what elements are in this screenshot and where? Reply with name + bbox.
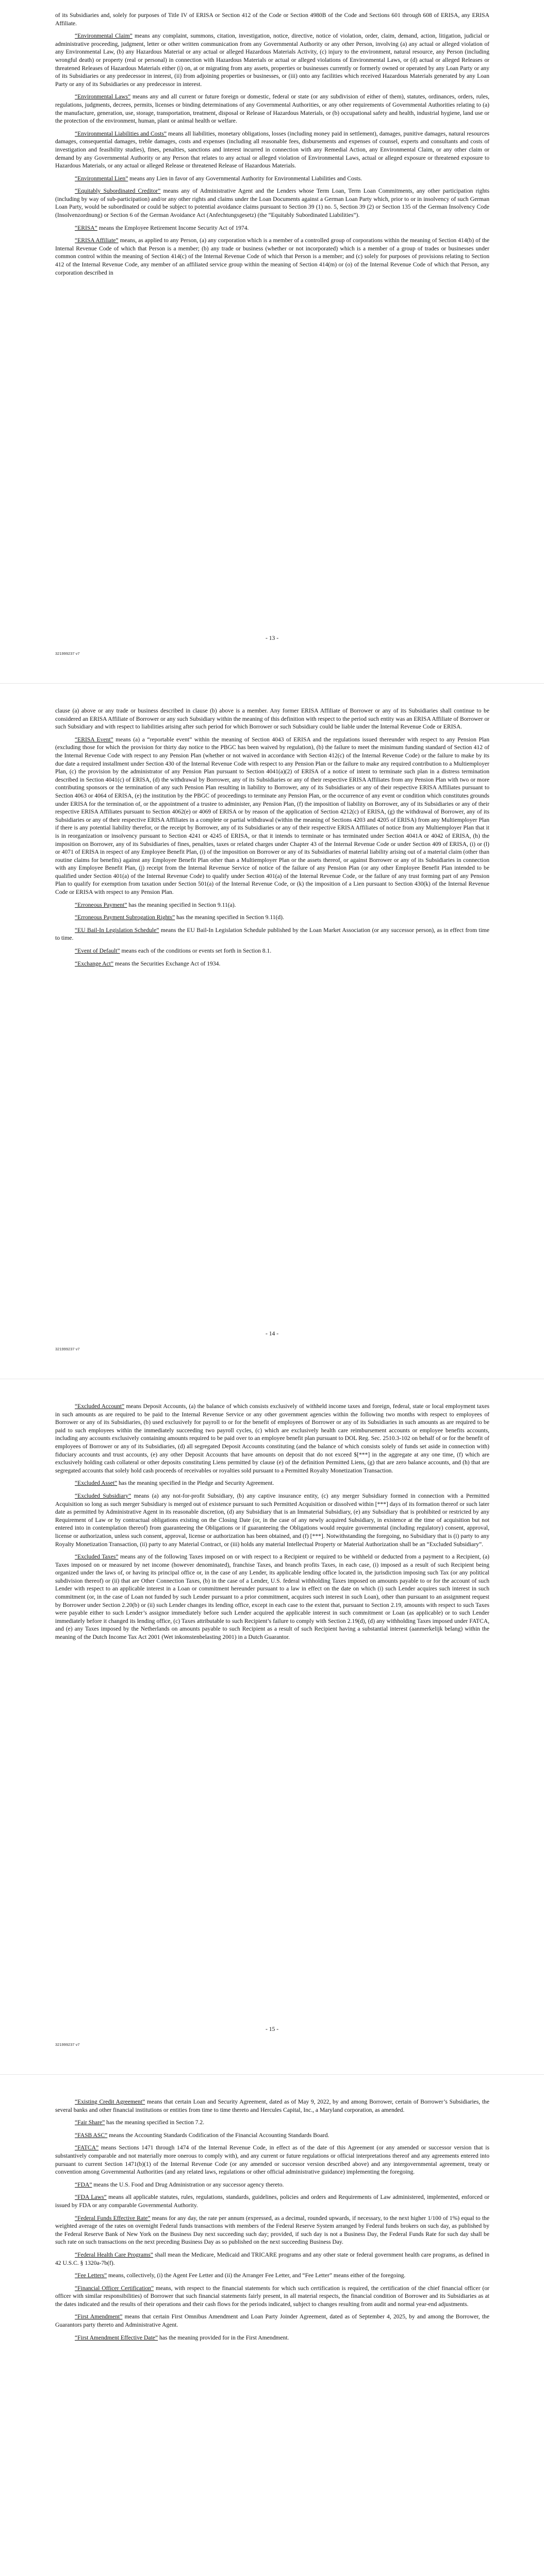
paragraph: clause (a) above or any trade or business described in clause (b) above is a member. Any former ERISA Affiliate of Borrower or any of its Subsidiaries shall continue to be considered an ERISA Affiliate of Borrower or any such Subsidiary within the meaning of this definition with respect to the period such entity was an ERISA Affiliate of Borrower or such Subsidiary and with respect to liabilities arising after such period for which Borrower or such Subsidiary could be liable under the Internal Revenue Code or ERISA. [55, 707, 489, 731]
defined-term: “Equitably Subordinated Creditor” [75, 188, 161, 195]
page-14-body [55, 707, 489, 972]
page-number: - 15 - [265, 2026, 279, 2032]
paragraph: “FATCA” means Sections 1471 through 1474 of the Internal Revenue Code, in effect as of the date of this Agreement (or any amended or successor version that is substantively comparable and not materially more onerous to comply with), and any current or future regulations or official interpretations thereof and any agreements entered into pursuant to current Section 1471(b)(1) of the Internal Revenue Code (or any amended or successor version described above) and any intergovernmental agreement, treaty or convention among Governmental Authorities (and any related laws, regulations or other official administrative guidance) implementing the foregoing. [55, 2144, 489, 2176]
paragraph: “Environmental Laws” means any and all current or future foreign or domestic, federal or state (or any subdivision of either of them), statutes, ordinances, orders, rules, regulations, judgments, decrees, permits, licenses or binding determinations of any Governmental Authorities, or any other requirements of Governmental Authorities relating to (a) the manufacture, generation, use, storage, transportation, treatment, disposal or Release of Hazardous Materials, or (b) occupational safety and health, industrial hygiene, land use or the protection of the environment, human, plant or animal health or welfare. [55, 93, 489, 125]
paragraph: “First Amendment” means that certain First Omnibus Amendment and Loan Party Joinder Agreement, dated as of September 4, 2025, by and among the Borrower, the Guarantors party thereto and Administrative Agent. [55, 2313, 490, 2329]
defined-term: “Excluded Taxes” [75, 1553, 119, 1561]
defined-term: “Federal Health Care Programs” [75, 2251, 153, 2258]
paragraph: “Fair Share” has the meaning specified in Section 7.2. [75, 2119, 205, 2126]
defined-term: “EU Bail-In Legislation Schedule” [75, 926, 159, 934]
paragraph: “ERISA Event” means (a) a “reportable event” within the meaning of Section 4043 of ERISA and the regulations issued thereunder with respect to any Pension Plan (excluding those for which the provision for thirty day notice to the PBGC has been waived by regulation), (b) the failure to meet the minimum funding standard of Section 412 of the Internal Revenue Code with respect to any Pension Plan (whether or not waived in accordance with Section 412(c) of the Internal Revenue Code) or the failure to make by its due date a required installment under Section 430 of the Internal Revenue Code with respect to any Pension Plan or the failure to make any required contribution to a Multiemployer Plan, (c) the provision by the administrator of any Pension Plan pursuant to Section 4041(a)(2) of ERISA of a notice of intent to terminate such plan in a distress termination described in Section 4041(c) of ERISA, (d) the withdrawal by Borrower, any of its Subsidiaries or any of their respective ERISA Affiliates from any Pension Plan with two or more contributing sponsors or the termination of any such Pension Plan resulting in liability to Borrower, any of its Subsidiaries or any of their respective ERISA Affiliates pursuant to Section 4063 or 4064 of ERISA, (e) the institution by the PBGC of proceedings to terminate any Pension Plan, or the occurrence of any event or condition which constitutes grounds under ERISA for the termination of, or the appointment of a trustee to administer, any Pension Plan, (f) the imposition of liability on Borrower, any of its Subsidiaries or any of their respective ERISA Affiliates pursuant to Section 4062(e) or 4069 of ERISA or by reason of the application of Section 4212(c) of ERISA, (g) the withdrawal of Borrower, any of its Subsidiaries or any of their respective ERISA Affiliates in a complete or partial withdrawal (within the meaning of Sections 4203 and 4205 of ERISA) from any Multiemployer Plan if there is any potential liability therefor, or the receipt by Borrower, any of its Subsidiaries or any of their respective ERISA Affiliates of notice from any Multiemployer Plan that it is in reorganization or insolvency pursuant to Section 4241 or 4245 of ERISA, or that it intends to terminate or has terminated under Section 4041A or 4042 of ERISA, (h) the imposition on Borrower, any of its Subsidiaries of fines, penalties, taxes or related charges under Chapter 43 of the Internal Revenue Code or under Section 409 of ERISA, (i) or (l) or 4071 of ERISA in respect of any Employee Benefit Plan, (i) of the imposition on Borrower or any of its Subsidiaries of material liability arising out of a material claim (other than routine claims for benefits) against any Employee Benefit Plan other than a Multiemployer Plan or the assets thereof, or against Borrower or any of its Subsidiaries in connection with any Employee Benefit Plan, (j) receipt from the Internal Revenue Service of notice of the failure of any Pension Plan (or any other Employee Benefit Plan intended to be qualified under Section 401(a) of the Internal Revenue Code) to qualify under Section 401(a) of the Internal Revenue Code, or the failure of any trust forming part of any Pension Plan to qualify for exemption from taxation under Section 501(a) of the Internal Revenue Code, or (k) the imposition of a Lien pursuant to Section 430(k) of the Internal Revenue Code or ERISA with respect to any Pension Plan. [55, 736, 490, 896]
paragraph: “Excluded Subsidiary” means (a) any not-for-profit Subsidiary, (b) any captive insurance entity, (c) any merger Subsidiary formed in connection with a Permitted Acquisition so long as such merger Subsidiary is merged out of existence pursuant to such Permitted Acquisition or dissolved within [***] days of its formation thereof or such later date as permitted by Administrative Agent in its reasonable discretion, (d) any Subsidiary that is an Immaterial Subsidiary, (e) any Subsidiary that is prohibited or restricted by any Requirement of Law or by contractual obligations existing on the Closing Date (or, in the case of any newly acquired Subsidiary, in existence at the time of acquisition but not entered into in contemplation thereof) from guaranteeing the Obligations or if guaranteeing the Obligations would require governmental (including regulatory) consent, approval, license or authorization, unless such consent, approval, license or authorization has been obtained, and (f) [***]. Notwithstanding the foregoing, no Subsidiary that is (i) party to any Royalty Monetization Transaction, (ii) party to any Material Contract, or (iii) holds any material Intellectual Property or Material Authorization shall be an “Excluded Subsidiary”. [55, 1492, 489, 1548]
paragraph: of its Subsidiaries and, solely for purposes of Title IV of ERISA or Section 412 of the Code or Section 4980B of the Code and Sections 601 through 608 of ERISA, any ERISA Affiliate. [55, 12, 489, 27]
paragraph: “Exchange Act” means the Securities Exchange Act of 1934. [75, 960, 221, 967]
paragraph: “Excluded Asset” has the meaning specified in the Pledge and Security Agreement. [75, 1480, 274, 1487]
defined-term: “Financial Officer Certification” [75, 2284, 154, 2292]
paragraph: “FDA Laws” means all applicable statutes, rules, regulations, standards, guidelines, policies and orders and Requirements of Law administered, implemented, enforced or issued by FDA or any comparable Governmental Authority. [55, 2194, 489, 2209]
defined-term: “Existing Credit Agreement” [75, 2098, 145, 2105]
defined-term: “FASB ASC” [75, 2131, 108, 2139]
paragraph: “Erroneous Payment” has the meaning specified in Section 9.11(a). [75, 901, 236, 908]
paragraph: “Environmental Liabilities and Costs” means all liabilities, monetary obligations, losses (including money paid in settlement), damages, punitive damages, natural resources damages, consequential damages, treble damages, costs and expenses (including all reasonable fees, disbursements and expenses of counsel, experts and consultants and costs of investigation and feasibility studies), fines, penalties, sanctions and interest incurred in connection with any Remedial Action, any Environmental Claim, or any other claim or demand by any Governmental Authority or any Person that relates to any actual or alleged violation of Environmental Laws, actual or alleged exposure or threatened exposure to Hazardous Materials, or any actual or alleged Release or threatened Release of Hazardous Materials. [55, 130, 489, 170]
defined-term: “Fee Letters” [75, 2272, 107, 2279]
defined-term: “First Amendment” [75, 2313, 123, 2320]
paragraph: “EU Bail-In Legislation Schedule” means the EU Bail-In Legislation Schedule published by the Loan Market Association (or any successor person), as in effect from time to time. [55, 926, 489, 942]
defined-term: “Excluded Subsidiary” [75, 1492, 131, 1499]
defined-term: “Federal Funds Effective Rate” [75, 2214, 151, 2222]
defined-term: “Erroneous Payment” [75, 901, 127, 908]
paragraph: “Existing Credit Agreement” means that certain Loan and Security Agreement, dated as of May 9, 2022, by and among Borrower, certain of Borrower’s Subsidiaries, the several banks and other financial institutions or entities from time to time thereto and Hercules Capital, Inc., a Maryland corporation, as amended. [55, 2098, 489, 2113]
paragraph: “FDA” means the U.S. Food and Drug Administration or any successor agency thereto. [75, 2181, 284, 2188]
paragraph: “Excluded Account” means Deposit Accounts, (a) the balance of which consists exclusively of withheld income taxes and foreign, federal, state or local employment taxes in such amounts as are required to be paid to the Internal Revenue Service or any other government agencies within the following two months with respect to employees of Borrower or any of its Subsidiaries, (b) used exclusively for payroll to or for the benefit of employees of Borrower or any of its Subsidiaries in such amounts as are required to be paid to such employees within the immediately succeeding two payroll cycles, (c) which are exclusively health care reimbursement accounts or employee benefits accounts, including any accounts exclusively containing amounts required to be paid over to an employee benefit plan pursuant to DOL Reg. Sec. 2510.3-102 on behalf of or for the benefit of employees of Borrower or any of its Subsidiaries, (d) all segregated Deposit Accounts constituting (and the balance of which consists solely of funds set aside in connection with) fiduciary accounts and trust accounts, (e) any other Deposit Accounts that have amounts on deposit that do not exceed $[***] in the aggregate at any one time, (f) which are exclusively holding cash collateral or other deposits constituting Liens permitted by clause (e) of the definition Permitted Liens, (g) that are zero balance accounts, and (h) that are segregated accounts that solely hold cash proceeds of receivables or royalties sold pursuant to a Permitted Royalty Monetization Transaction. [55, 1403, 489, 1474]
paragraph: “FASB ASC” means the Accounting Standards Codification of the Financial Accounting Standards Board. [75, 2131, 329, 2139]
page-15-body [55, 1402, 489, 1646]
defined-term: “ERISA Affiliate” [75, 237, 119, 244]
paragraph: “ERISA Affiliate” means, as applied to any Person, (a) any corporation which is a member of a controlled group of corporations within the meaning of Section 414(b) of the Internal Revenue Code of which that Person is a member; (b) any trade or business (whether or not incorporated) which is a member of a group of trades or businesses under common control within the meaning of Section 414(c) of the Internal Revenue Code of which that Person is a member; and (c) solely for purposes of provisions relating to Section 412 of the Internal Revenue Code, any member of an affiliated service group within the meaning of Section 414(m) or (o) of the Internal Revenue Code of which that Person, any corporation described in [55, 237, 489, 276]
paragraph: “Equitably Subordinated Creditor” means any of Administrative Agent and the Lenders whose Term Loan, Term Loan Commitments, any other participation rights (including by way of sub-participation) and/or any other rights and claims under the Loan Documents against a German Loan Party which, prior to or in insolvency of such German Loan Party, would be subordinated or could be subject to potential avoidance claims pursuant to Section 39 (1) no. 5, Section 39 (2) or Section 135 of the German Insolvency Code (Insolvenzordnung) or Section 6 of the German Avoidance Act (Anfechtungsgesetz) (the “Equitably Subordinated Liabilities”). [55, 188, 489, 219]
paragraph: “ERISA” means the Employee Retirement Income Security Act of 1974. [75, 224, 249, 231]
paragraph: “First Amendment Effective Date” has the meaning provided for in the First Amendment. [75, 2334, 289, 2341]
defined-term: “Excluded Account” [75, 1403, 125, 1410]
page-divider [0, 2074, 544, 2075]
defined-term: “Erroneous Payment Subrogation Rights” [75, 914, 175, 921]
page-number: - 13 - [265, 635, 279, 641]
page-divider [0, 683, 544, 684]
defined-term: “Environmental Laws” [75, 93, 131, 100]
paragraph: “Financial Officer Certification” means, with respect to the financial statements for which such certification is required, the certification of the chief financial officer (or officer with similar responsibilities) of Borrower that such financial statements fairly present, in all material respects, the financial condition of Borrower and its Subsidiaries as at the dates indicated and the results of their operations and their cash flows for the periods indicated, subject to changes resulting from audit and normal year-end adjustments. [55, 2284, 489, 2308]
document-id: 321999237 v7 [55, 2042, 80, 2047]
defined-term: “First Amendment Effective Date” [75, 2334, 158, 2341]
defined-term: “ERISA” [75, 224, 97, 231]
defined-term: “Excluded Asset” [75, 1480, 118, 1487]
defined-term: “FATCA” [75, 2144, 99, 2151]
paragraph: “Federal Funds Effective Rate” means for any day, the rate per annum (expressed, as a decimal, rounded upwards, if necessary, to the next higher 1/100 of 1%) equal to the weighted average of the rates on overnight Federal funds transactions with members of the Federal Reserve System arranged by Federal funds brokers on such day, as published by the Federal Reserve Bank of New York on the Business Day next succeeding such day; provided, if such day is not a Business Day, the Federal Funds Rate for such day shall be such rate on such transactions on the next preceding Business Day as so published on the next succeeding Business Day. [55, 2214, 489, 2246]
page-number: - 14 - [265, 1330, 279, 1337]
page-13-body [55, 11, 489, 281]
defined-term: “Environmental Lien” [75, 175, 128, 182]
paragraph: “Erroneous Payment Subrogation Rights” has the meaning specified in Section 9.11(d). [75, 914, 284, 921]
document-id: 321999237 v7 [55, 651, 80, 656]
paragraph: “Event of Default” means each of the conditions or events set forth in Section 8.1. [75, 947, 272, 955]
defined-term: “Fair Share” [75, 2119, 105, 2126]
defined-term: “Event of Default” [75, 947, 120, 955]
paragraph: “Excluded Taxes” means any of the following Taxes imposed on or with respect to a Recipient or required to be withheld or deducted from a payment to a Recipient, (a) Taxes imposed on or measured by net income (however denominated), franchise Taxes, and branch profits Taxes, in each case, (i) imposed as a result of such Recipient being organized under the laws of, or having its principal office or, in the case of any Lender, its applicable lending office located in, the jurisdiction imposing such Tax (or any political subdivision thereof) or (ii) that are Other Connection Taxes, (b) in the case of a Lender, U.S. federal withholding Taxes imposed on amounts payable to or for the account of such Lender with respect to an applicable interest in a Loan or commitment hereunder pursuant to a law in effect on the date on which (i) such Lender acquires such interest in such commitment (or, in the case of Loan not funded by such Lender pursuant to a prior commitment, acquires such interest in such Loan), other than pursuant to an assignment request by Borrower under Section 2.20(b) or (ii) such Lender changes its lending office, except in each case to the extent that, pursuant to Section 2.19, amounts with respect to such Taxes were payable either to such Lender’s assignor immediately before such Lender acquired the applicable interest in such commitment or Loan (as applicable) or to such Lender immediately before it changed its lending office, (c) Taxes attributable to such Recipient’s failure to comply with Section 2.19(d), (d) any withholding Taxes imposed under FATCA, and (e) any Taxes imposed by the Netherlands on amounts payable to such Recipient as a result of such Recipient having a substantial interest (aanmerkelijk belang) within the meaning of the Dutch Income Tax Act 2001 (Wet inkomstenbelasting 2001) in a Dutch Guarantor. [55, 1553, 490, 1641]
defined-term: “FDA” [75, 2181, 92, 2188]
defined-term: “FDA Laws” [75, 2194, 107, 2201]
paragraph: “Environmental Lien” means any Lien in favor of any Governmental Authority for Environmental Liabilities and Costs. [75, 175, 362, 182]
defined-term: “Exchange Act” [75, 960, 113, 967]
paragraph: “Environmental Claim” means any complaint, summons, citation, investigation, notice, directive, notice of violation, order, claim, demand, action, litigation, judicial or administrative proceeding, judgment, letter or other written communication from any Governmental Authority or any other Person, involving (a) any actual or alleged violation of any Environmental Law, (b) any Hazardous Material or any actual or alleged Hazardous Materials Activity, (c) injury to the environment, natural resource, any Person (including wrongful death) or property (real or personal) in connection with Hazardous Materials or actual or alleged violations of Environmental Laws, or (d) actual or alleged Releases or threatened Releases of Hazardous Materials either (i) on, at or migrating from any assets, properties or businesses currently or formerly owned or operated by any Loan Party or any of its Subsidiaries or any predecessor in interest, (ii) from adjoining properties or businesses, or (iii) onto any facilities which received Hazardous Materials generated by any Loan Party or any of its Subsidiaries or any predecessor in interest. [55, 32, 489, 88]
defined-term: “Environmental Claim” [75, 32, 133, 40]
defined-term: “ERISA Event” [75, 736, 113, 743]
defined-term: “Environmental Liabilities and Costs” [75, 130, 167, 137]
page-16-body [55, 2098, 489, 2346]
document-id: 321999237 v7 [55, 1347, 80, 1351]
paragraph: “Federal Health Care Programs” shall mean the Medicare, Medicaid and TRICARE programs and any other state or federal government health care programs, as defined in 42 U.S.C. § 1320a-7b(f). [55, 2251, 489, 2266]
paragraph: “Fee Letters” means, collectively, (i) the Agent Fee Letter and (ii) the Arranger Fee Letter, and “Fee Letter” means either of the foregoing. [75, 2272, 406, 2279]
